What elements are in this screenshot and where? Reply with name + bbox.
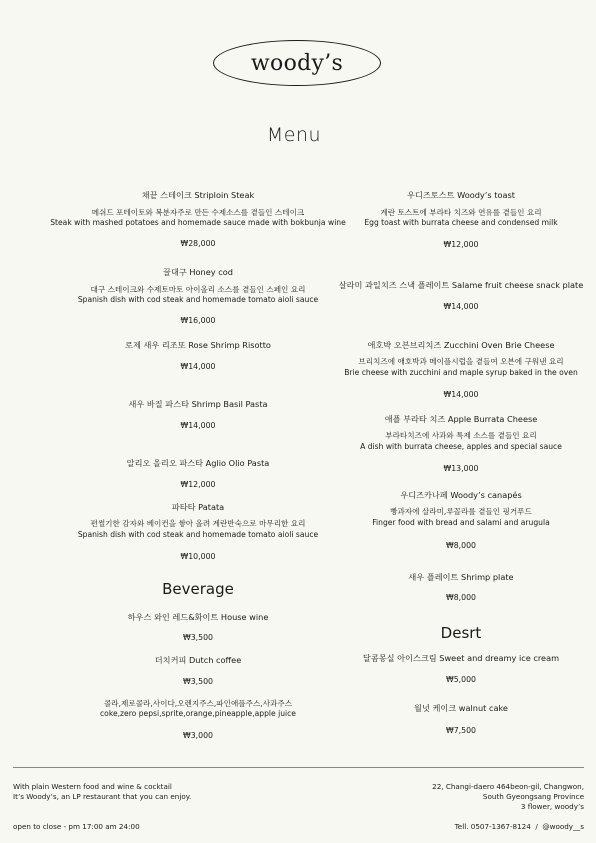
item-desc-ko: 부라타치즈에 사과와 특제 소스를 곁들인 요리 <box>385 431 537 440</box>
item-price: ₩12,000 <box>443 240 479 249</box>
item-name: 달콤몽실 아이스크림 Sweet and dreamy ice cream <box>362 653 560 663</box>
item-desc-ko: 계란 토스트에 부라타 치즈와 연유를 곁들인 요리 <box>380 208 542 217</box>
item-desc-en: Finger food with bread and salami and arugula <box>372 518 550 527</box>
item-price: ₩7,500 <box>445 726 477 735</box>
item-name: 더치커피 Dutch coffee <box>154 655 242 665</box>
item-name: 채끝 스테이크 Striploin Steak <box>141 190 255 200</box>
page-title: Menu <box>266 124 322 146</box>
item-price: ₩5,000 <box>445 675 477 684</box>
footer-contact: Tell. 0507-1367-8124 / @woody__s <box>454 822 584 831</box>
item-desc-en: Spanish dish with cod steak and homemade tomato aioli sauce <box>77 295 319 304</box>
item-price: ₩14,000 <box>180 362 216 371</box>
section-title-beverage: Beverage <box>162 580 234 598</box>
footer-tagline-line2: It’s Woody’s, an LP restaurant that you can enjoy. <box>13 792 192 801</box>
item-name: 우디즈카나페 Woody’s canapés <box>400 490 522 500</box>
footer-divider <box>13 767 584 768</box>
footer-tagline-line1: With plain Western food and wine & cocktail <box>13 782 172 791</box>
footer-address-line1: 22, Changi-daero 464beon-gil, Changwon, <box>432 782 584 791</box>
item-price: ₩3,500 <box>182 633 214 642</box>
item-name: 하우스 와인 레드&화이트 House wine <box>127 612 269 622</box>
footer-address-line2: South Gyeongsang Province <box>482 792 584 801</box>
item-name: 월넛 케이크 walnut cake <box>414 703 508 713</box>
item-desc-en: A dish with burrata cheese, apples and special sauce <box>360 442 562 451</box>
item-desc-en: Egg toast with burrata cheese and condensed milk <box>364 218 558 227</box>
item-price: ₩3,500 <box>182 677 214 686</box>
item-price: ₩28,000 <box>180 239 216 248</box>
item-desc-ko: 콜라,제로콜라,사이다,오렌지주스,파인애플주스,사과주스 <box>103 699 293 708</box>
item-desc-en: Brie cheese with zucchini and maple syrup baked in the oven <box>344 368 578 377</box>
item-desc-ko: 대구 스테이크와 수제토마토 아이올리 소스를 곁들인 스페인 요리 <box>90 285 306 294</box>
item-price: ₩12,000 <box>180 480 216 489</box>
item-price: ₩14,000 <box>180 421 216 430</box>
item-name: 알리오 올리오 파스타 Aglio Olio Pasta <box>126 458 270 468</box>
item-price: ₩14,000 <box>443 302 479 311</box>
item-name: 새우 플레이트 Shrimp plate <box>408 572 514 582</box>
item-name: 애플 부라타 치즈 Apple Burrata Cheese <box>384 414 538 424</box>
item-name: 우디즈토스트 Woody’s toast <box>407 190 515 200</box>
footer-address-line3: 3 flower, woody’s <box>520 802 584 811</box>
item-price: ₩16,000 <box>180 316 216 325</box>
item-name: 애호박 오븐브리치즈 Zucchini Oven Brie Cheese <box>367 340 555 350</box>
brand-logo <box>213 40 381 86</box>
logo-text: woody’s <box>250 50 344 76</box>
item-name: 새우 바질 파스타 Shrimp Basil Pasta <box>128 399 268 409</box>
item-price: ₩8,000 <box>445 541 477 550</box>
item-price: ₩13,000 <box>443 464 479 473</box>
item-desc-en: Spanish dish with cod steak and homemade tomato aioli sauce <box>77 530 319 539</box>
item-desc-ko: 편썰기한 감자와 베이컨을 쌓아 올려 계란반숙으로 마무리한 요리 <box>90 519 306 528</box>
item-price: ₩3,000 <box>182 731 214 740</box>
item-desc-ko: 빵과자에 살라미,루꼴라를 곁들인 핑거푸드 <box>390 507 532 516</box>
footer-hours: open to close - pm 17:00 am 24:00 <box>13 822 140 831</box>
item-price: ₩10,000 <box>180 552 216 561</box>
section-title-dessert: Desrt <box>440 624 482 642</box>
item-desc-en: coke,zero pepsi,sprite,orange,pineapple,apple juice <box>100 709 296 718</box>
item-name: 살라미 과일치즈 스낵 플레이트 Salame fruit cheese snack plate <box>338 280 584 290</box>
item-desc-ko: 메쉬드 포테이토와 복분자주로 만든 수제소스를 곁들인 스테이크 <box>91 208 305 217</box>
item-price: ₩8,000 <box>445 593 477 602</box>
item-price: ₩14,000 <box>443 390 479 399</box>
item-name: 로제 새우 리조또 Rose Shrimp Risotto <box>125 340 271 350</box>
item-name: 파타타 Patata <box>171 502 225 512</box>
item-desc-en: Steak with mashed potatoes and homemade sauce made with bokbunja wine <box>50 218 346 227</box>
item-name: 꿀대구 Honey cod <box>163 267 233 277</box>
item-desc-ko: 브리치즈에 애호박과 메이플시럽을 곁들여 오븐에 구워낸 요리 <box>358 357 564 366</box>
